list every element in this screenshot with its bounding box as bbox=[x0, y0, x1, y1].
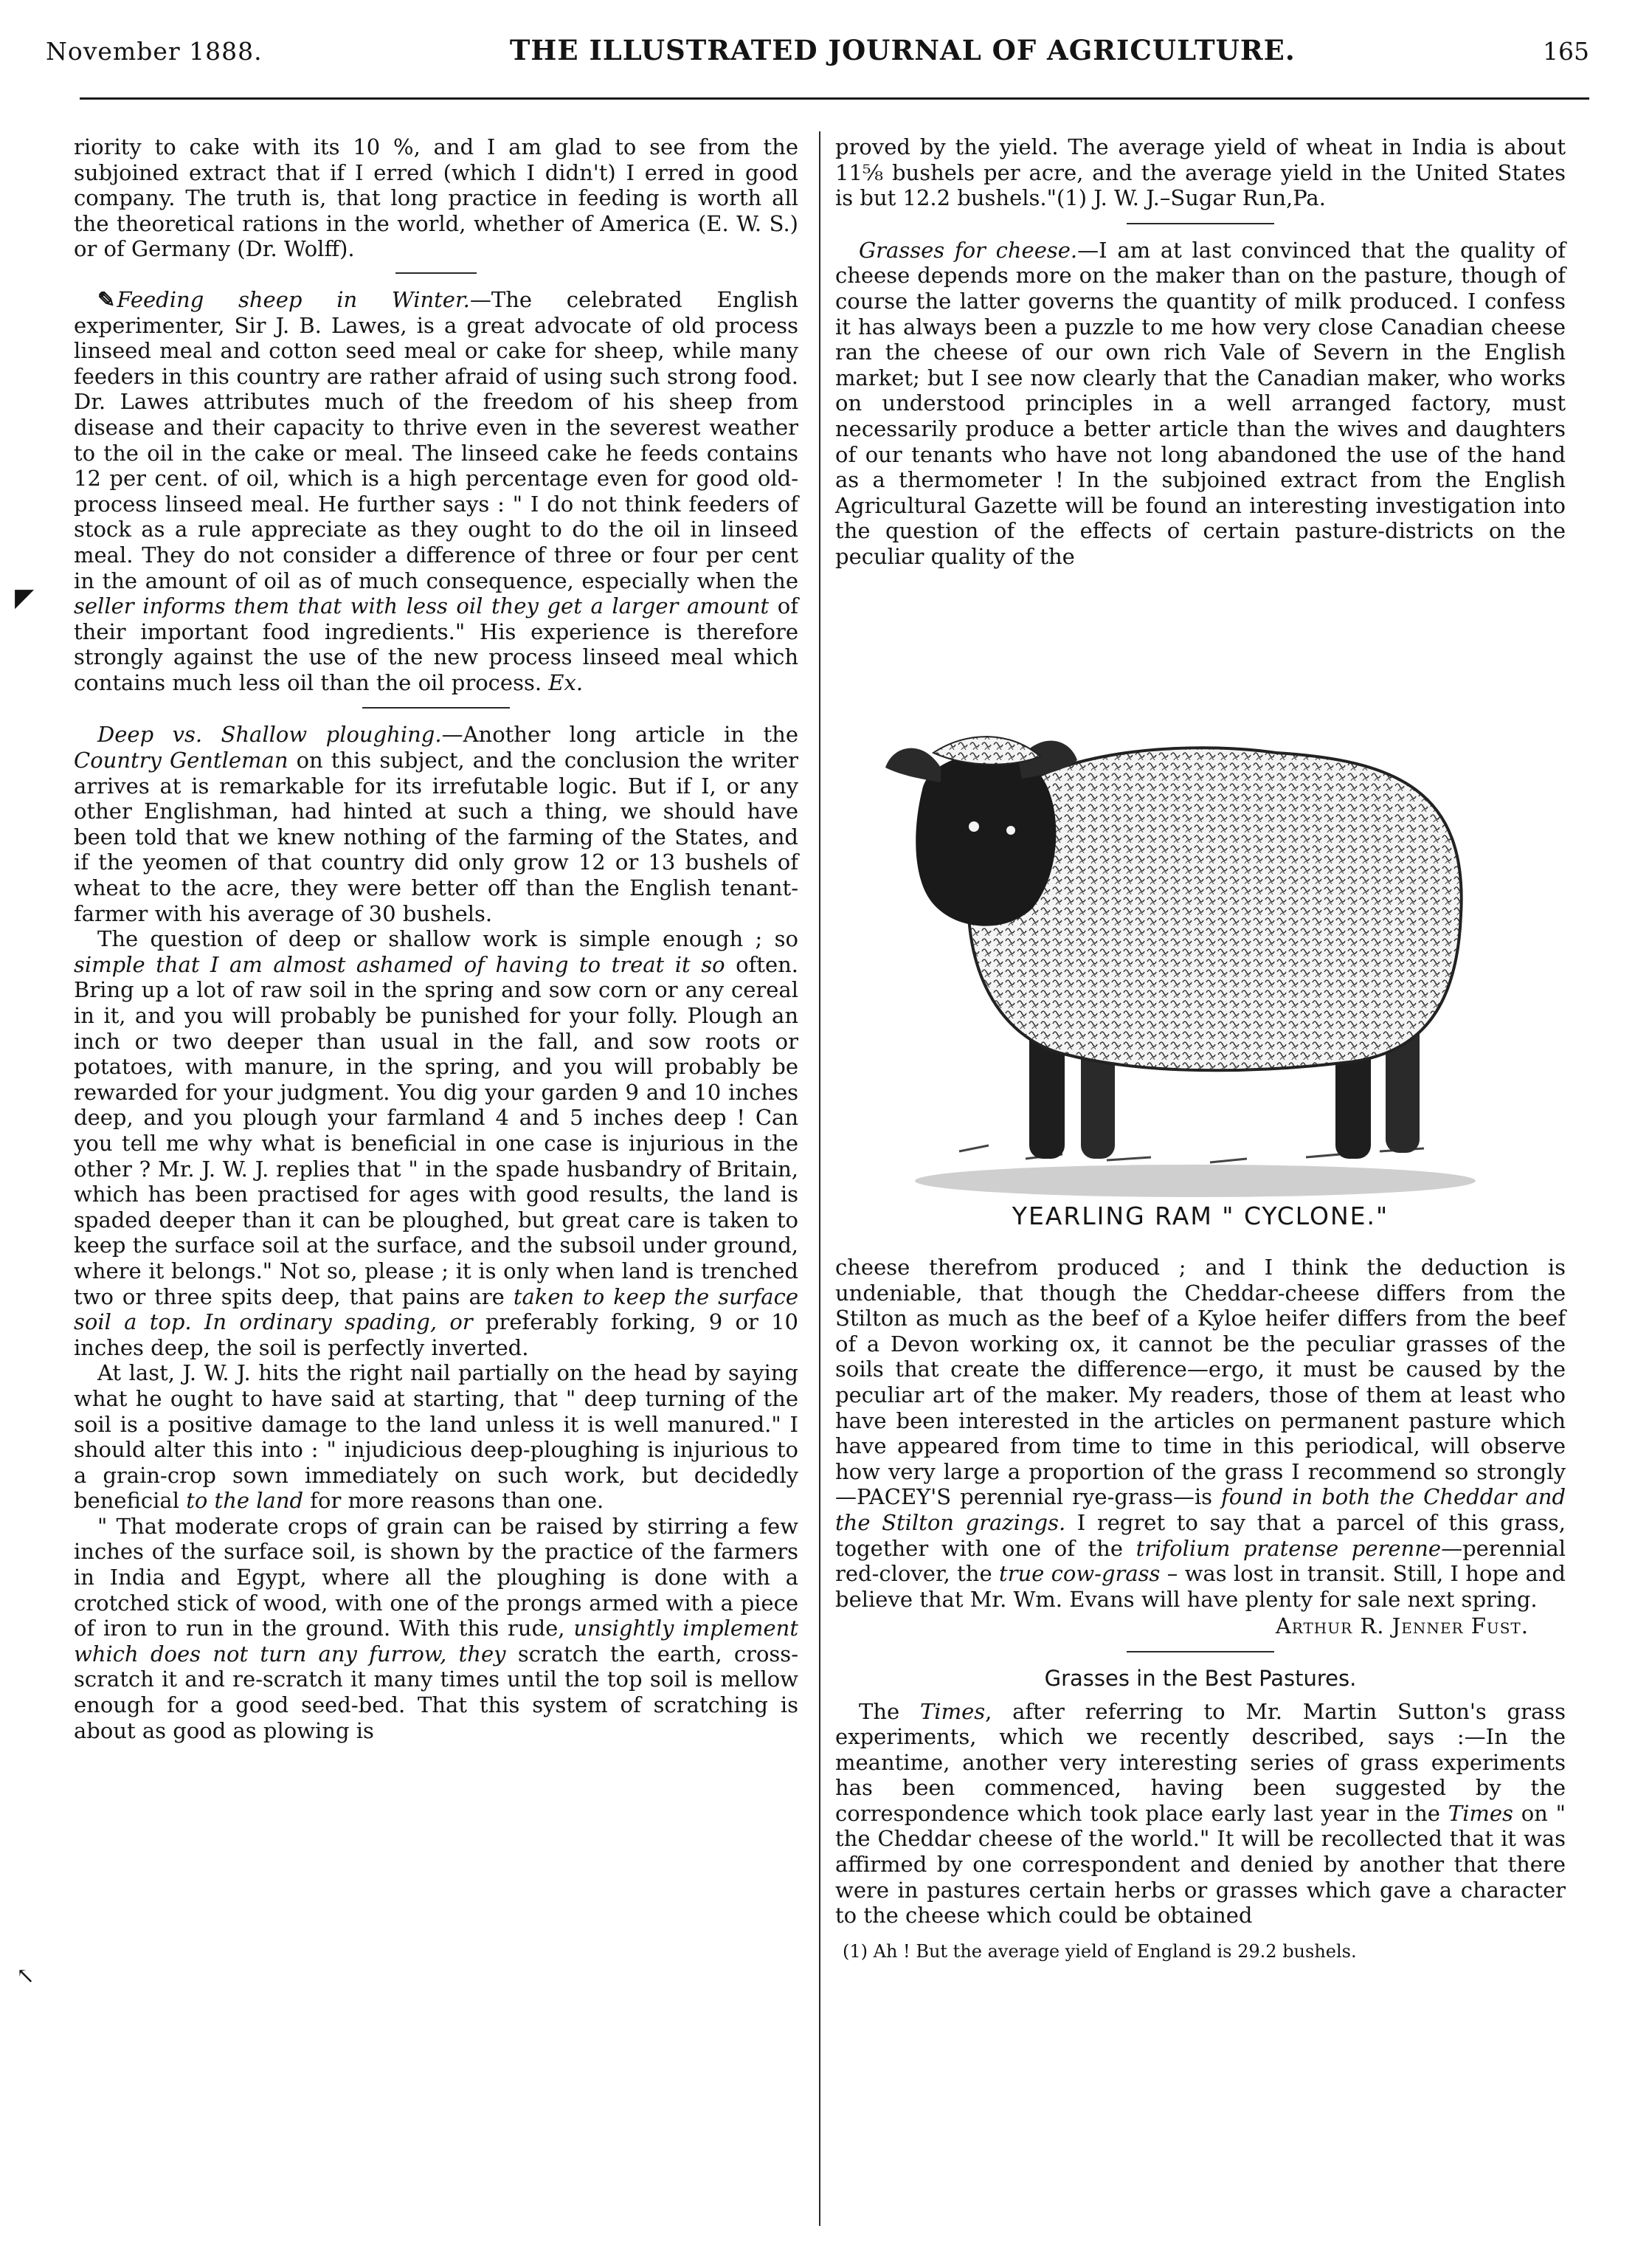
section-title-deep-ploughing: Deep vs. Shallow ploughing. bbox=[97, 722, 442, 748]
ram-ear bbox=[885, 748, 941, 782]
footnote: (1) Ah ! But the average yield of England is 29.2 bushels. bbox=[843, 1940, 1357, 1962]
ram-topknot bbox=[933, 737, 1040, 765]
section-divider bbox=[1127, 1651, 1274, 1652]
section-divider bbox=[395, 272, 477, 274]
running-head bbox=[46, 34, 1589, 72]
right-column-bottom bbox=[835, 1255, 1566, 1964]
page-number: 165 bbox=[1542, 37, 1589, 66]
ram-engraving bbox=[863, 709, 1527, 1210]
ram-eye bbox=[969, 821, 979, 832]
issue-date: November 1888. bbox=[46, 37, 263, 66]
ground-shadow bbox=[915, 1165, 1476, 1197]
paragraph: cheese therefrom produced ; and I think the deduction is undeniable, that though the Cheddar-cheese differs from the Stilton as much as the beef of a Kyloe heifer differs from the beef of a Devon working ox, it cannot be the peculiar grasses of the soils that create the difference—ergo, it must be caused by the peculiar art of the maker. My readers, those of them at least who have been interested in the articles on permanent pasture which have appeared from time to time in this periodical, will observe how very large a proportion of the grass I recommend so strongly—PACEY'S perennial rye-grass—is found in both the Cheddar and the Stilton grazings. I regret to say that a parcel of this grass, together with one of the trifolium pratense perenne—perennial red-clover, the true cow-grass – was lost in transit. Still, I hope and believe that Mr. Wm. Evans will have plenty for sale next spring. bbox=[835, 1255, 1566, 1612]
journal-title: THE ILLUSTRATED JOURNAL OF AGRICULTURE. bbox=[509, 34, 1296, 66]
paragraph: proved by the yield. The average yield of wheat in India is about 11⅝ bushels per acre, and the average yield in the United States is but 12.2 bushels."(1) J. W. J.–Sugar Run,Pa. bbox=[835, 134, 1566, 211]
feeding-sheep-paragraph: ✎Feeding sheep in Winter.—The celebrated English experimenter, Sir J. B. Lawes, is a great advocate of old process linseed meal and cotton seed meal or cake for sheep, while many feeders in this country are rather afraid of using such strong food. Dr. Lawes attributes much of the freedom of his sheep from disease and their capacity to thrive even in the severest weather to the oil in the cake or meal. The linseed cake he feeds contains 12 per cent. of oil, which is a high percentage even for good old-process linseed meal. He further says : " I do not think feeders of stock as a rule appreciate as they ought to do the oil in linseed meal. They do not consider a difference of three or four per cent in the amount of oil as of much consequence, especially when the seller informs them that with less oil they get a larger amount of their important food ingredients." His experience is therefore strongly against the use of the new process linseed meal which contains much less oil than the oil process. Ex. bbox=[74, 286, 798, 695]
paragraph: The Times, after referring to Mr. Martin Sutton's grass experiments, which we recently described, says :—In the meantime, another very interesting series of grass experiments has been commenced, having been suggested by the correspondence which took place early last year in the Times on " the Cheddar cheese of the world." It will be recollected that it was affirmed by one correspondent and denied by another that there were in pastures certain herbs or grasses which gave a character to the cheese which could be obtained bbox=[835, 1698, 1566, 1929]
paragraph: At last, J. W. J. hits the right nail partially on the head by saying what he ought to have said at starting, that " deep turning of the soil is a positive damage to the land unless it is well manured." I should alter this into : " injudicious deep-ploughing is injurious to a grain-crop sown immediately on such work, but decidedly beneficial to the land for more reasons than one. bbox=[74, 1360, 798, 1514]
margin-mark: ◤ bbox=[15, 583, 35, 613]
section-title-grasses-best-pastures: Grasses in the Best Pastures. bbox=[1044, 1665, 1357, 1691]
grasses-for-cheese-paragraph: Grasses for cheese.—I am at last convinced that the quality of cheese depends more on the maker than on the pasture, though of course the latter governs the quantity of milk produced. I confess it has always been a puzzle to me how very close Canadian cheese ran the cheese of our own rich Vale of Severn in the English market; but I see now clearly that the Canadian maker, who works on understood principles in a well arranged factory, must necessarily produce a better article than the wives and daughters of our tenants who have not long abandoned the use of the hand as a thermometer ! In the subjoined extract from the English Agricultural Gazette will be found an interesting investigation into the question of the effects of certain pasture-districts on the peculiar quality of the bbox=[835, 237, 1566, 569]
author-signature: Arthur R. Jenner Fust. bbox=[1275, 1613, 1529, 1639]
deep-ploughing-paragraph: Deep vs. Shallow ploughing.—Another long article in the Country Gentleman on this subject, and the conclusion the writer arrives at is remarkable for its irrefutable logic. But if I, or any other Englishman, had hinted at such a thing, we should have been told that we knew nothing of the farming of the States, and if the yeomen of that country did only grow 12 or 13 bushels of wheat to the acre, they were better off than the English tenant-farmer with his average of 30 bushels. bbox=[74, 722, 799, 926]
section-title-feeding-sheep: Feeding sheep in Winter. bbox=[117, 286, 470, 312]
left-column bbox=[74, 134, 798, 1743]
pointer-mark-icon: ✎ bbox=[97, 286, 116, 312]
ram-illustration bbox=[863, 709, 1527, 1225]
right-column-top bbox=[835, 134, 1566, 570]
margin-mark: ↖ bbox=[16, 1963, 35, 1989]
paragraph: riority to cake with its 10 %, and I am glad to see from the subjoined extract that if I erred (which I didn't) I erred in good company. The truth is, that long practice in feeding is worth all the theoretical rations in the world, whether of America (E. W. S.) or of Germany (Dr. Wolff). bbox=[74, 134, 798, 262]
paragraph: The question of deep or shallow work is simple enough ; so simple that I am almost ashamed of having to treat it so often. Bring up a lot of raw soil in the spring and sow corn or any cereal in it, and you will probably be punished for your folly. Plough an inch or two deeper than usual in the fall, and sow roots or potatoes, with manure, in the spring, and you will probably be rewarded for your judgment. You dig your garden 9 and 10 inches deep, and you plough your farmland 4 and 5 inches deep ! Can you tell me why what is beneficial in one case is injurious in the other ? Mr. J. W. J. replies that " in the spade husbandry of Britain, which has been practised for ages with good results, the land is spaded deeper than it can be ploughed, but great care is taken to keep the surface soil at the surface, and the subsoil under ground, where it belongs." Not so, please ; it is only when land is trenched two or three spits deep, that pains are taken to keep the surface soil a top. In ordinary spading, or preferably forking, 9 or 10 inches deep, the soil is perfectly inverted. bbox=[74, 926, 799, 1360]
figure-caption: YEARLING RAM " CYCLONE." bbox=[1012, 1202, 1389, 1230]
ram-eye bbox=[1006, 826, 1015, 835]
section-title-grasses-for-cheese: Grasses for cheese. bbox=[859, 237, 1078, 263]
source-signature: Ex. bbox=[548, 669, 584, 695]
header-rule bbox=[80, 97, 1589, 100]
section-divider bbox=[1127, 223, 1274, 224]
paragraph: " That moderate crops of grain can be raised by stirring a few inches of the surface soil, is shown by the practice of the farmers in India and Egypt, where all the ploughing is done with a crotched stick of wood, with one of the prongs armed with a piece of iron to run in the ground. With this rude, unsightly implement which does not turn any furrow, they scratch the earth, cross-scratch it and re-scratch it many times until the top soil is mellow enough for a good seed-bed. That this system of scratching is about as good as plowing is bbox=[74, 1513, 798, 1743]
column-divider bbox=[819, 131, 820, 2226]
section-divider bbox=[362, 707, 510, 709]
